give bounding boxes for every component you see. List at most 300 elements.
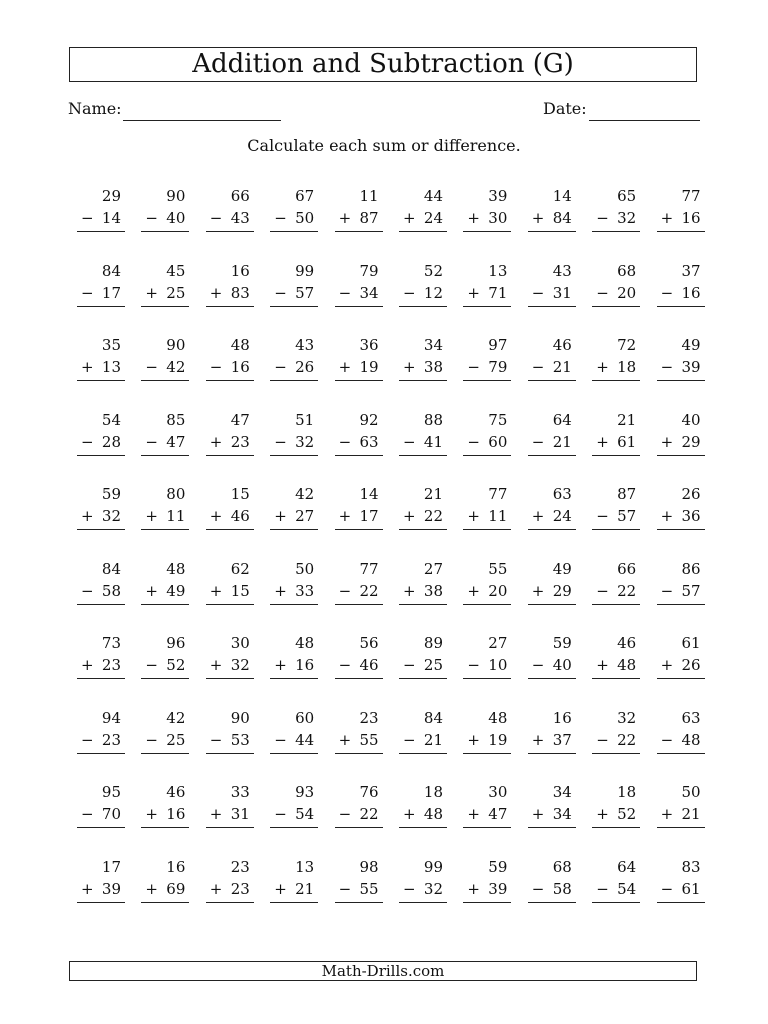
answer-line (657, 433, 705, 456)
answer-line (335, 358, 383, 381)
first-operand: 68 (617, 261, 637, 280)
second-operand: 42 (166, 358, 186, 376)
operator: + (467, 730, 480, 749)
first-operand: 96 (166, 634, 186, 652)
operator: − (660, 283, 674, 302)
answer-line (335, 507, 383, 530)
problem (270, 411, 318, 457)
problem (592, 336, 640, 382)
answer-line (528, 656, 576, 679)
second-operand: 53 (230, 730, 250, 749)
operator: + (274, 581, 287, 600)
problem (335, 560, 383, 606)
answer-line (528, 731, 576, 754)
second-operand: 84 (552, 209, 572, 227)
second-operand: 61 (617, 432, 637, 451)
second-operand: 52 (617, 805, 637, 823)
problem (399, 336, 447, 382)
operator: − (145, 730, 158, 749)
operator: + (338, 507, 352, 525)
second-operand: 32 (295, 432, 315, 451)
problem (592, 187, 640, 233)
problem (592, 783, 640, 829)
second-operand: 16 (295, 656, 315, 674)
problem (592, 262, 640, 308)
second-operand: 58 (101, 581, 121, 600)
second-operand: 32 (101, 507, 121, 525)
second-operand: 12 (423, 283, 443, 302)
problem (335, 485, 383, 531)
operator: − (338, 283, 352, 302)
first-operand: 49 (681, 336, 701, 354)
second-operand: 32 (230, 656, 250, 674)
first-operand: 26 (681, 485, 701, 503)
first-operand: 54 (101, 410, 121, 429)
first-operand: 51 (295, 410, 315, 429)
problem (463, 336, 511, 382)
first-operand: 63 (552, 485, 572, 503)
problem (657, 262, 705, 308)
first-operand: 30 (488, 783, 508, 801)
first-operand: 23 (359, 708, 379, 727)
first-operand: 84 (101, 261, 121, 280)
problem (141, 485, 189, 531)
operator: − (467, 656, 480, 674)
answer-line (592, 284, 640, 307)
first-operand: 48 (230, 336, 250, 354)
operator: + (338, 209, 352, 227)
first-operand: 67 (295, 187, 315, 205)
second-operand: 49 (166, 581, 186, 600)
second-operand: 52 (166, 656, 186, 674)
second-operand: 27 (295, 507, 315, 525)
first-operand: 90 (166, 336, 186, 354)
answer-line (463, 880, 511, 903)
problem (592, 560, 640, 606)
problem (592, 709, 640, 755)
problem (528, 485, 576, 531)
operator: − (81, 730, 94, 749)
first-operand: 32 (617, 708, 637, 727)
operator: − (145, 432, 158, 451)
first-operand: 75 (488, 410, 508, 429)
problem (528, 262, 576, 308)
problem (399, 187, 447, 233)
first-operand: 21 (617, 410, 637, 429)
operator: − (338, 805, 352, 823)
second-operand: 24 (552, 507, 572, 525)
operator: + (145, 879, 158, 898)
second-operand: 21 (552, 358, 572, 376)
second-operand: 20 (617, 283, 637, 302)
first-operand: 60 (295, 708, 315, 727)
operator: − (209, 358, 223, 376)
operator: + (660, 432, 674, 451)
operator: + (145, 581, 158, 600)
operator: − (660, 358, 674, 376)
problem (592, 411, 640, 457)
operator: − (338, 656, 352, 674)
answer-line (592, 433, 640, 456)
problem (141, 411, 189, 457)
answer-line (592, 582, 640, 605)
second-operand: 40 (552, 656, 572, 674)
problem (141, 336, 189, 382)
problem (270, 187, 318, 233)
problem (77, 336, 125, 382)
problem (463, 783, 511, 829)
operator: + (403, 581, 416, 600)
second-operand: 57 (681, 581, 701, 600)
operator: + (81, 656, 94, 674)
problem (528, 336, 576, 382)
second-operand: 23 (101, 730, 121, 749)
problem (463, 187, 511, 233)
problem (77, 783, 125, 829)
problem (528, 709, 576, 755)
answer-line (399, 582, 447, 605)
operator: − (274, 805, 287, 823)
answer-line (463, 507, 511, 530)
problem (141, 634, 189, 680)
problem (270, 262, 318, 308)
second-operand: 21 (552, 432, 572, 451)
answer-line (463, 209, 511, 232)
operator: + (660, 507, 674, 525)
answer-line (657, 582, 705, 605)
problem (141, 858, 189, 904)
second-operand: 70 (101, 805, 121, 823)
problem (657, 783, 705, 829)
second-operand: 20 (488, 581, 508, 600)
answer-line (657, 209, 705, 232)
second-operand: 22 (617, 730, 637, 749)
first-operand: 17 (101, 857, 121, 876)
second-operand: 37 (552, 730, 572, 749)
answer-line (77, 731, 125, 754)
answer-line (77, 284, 125, 307)
problem (463, 634, 511, 680)
operator: + (209, 805, 223, 823)
operator: − (596, 581, 609, 600)
operator: + (660, 805, 674, 823)
operator: + (274, 656, 287, 674)
answer-line (206, 358, 254, 381)
operator: − (81, 432, 94, 451)
problem (77, 187, 125, 233)
answer-line (270, 507, 318, 530)
first-operand: 93 (295, 783, 315, 801)
first-operand: 90 (230, 708, 250, 727)
operator: + (274, 507, 287, 525)
answer-line (528, 880, 576, 903)
second-operand: 48 (423, 805, 443, 823)
answer-line (399, 656, 447, 679)
problem (399, 634, 447, 680)
footer-site: Math-Drills.com (69, 961, 697, 981)
second-operand: 18 (617, 358, 637, 376)
name-line (123, 120, 281, 121)
operator: + (145, 507, 158, 525)
second-operand: 39 (488, 879, 508, 898)
answer-line (528, 209, 576, 232)
problem (528, 783, 576, 829)
operator: + (81, 358, 94, 376)
first-operand: 18 (617, 783, 637, 801)
answer-line (270, 880, 318, 903)
second-operand: 50 (295, 209, 315, 227)
second-operand: 83 (230, 283, 250, 302)
second-operand: 38 (423, 358, 443, 376)
operator: − (596, 730, 609, 749)
problem (657, 485, 705, 531)
first-operand: 18 (423, 783, 443, 801)
operator: + (467, 805, 480, 823)
first-operand: 59 (488, 857, 508, 876)
problem (399, 858, 447, 904)
operator: − (403, 283, 416, 302)
first-operand: 89 (423, 634, 443, 652)
answer-line (141, 582, 189, 605)
first-operand: 52 (423, 261, 443, 280)
first-operand: 83 (681, 857, 701, 876)
first-operand: 29 (101, 187, 121, 205)
second-operand: 40 (166, 209, 186, 227)
second-operand: 87 (359, 209, 379, 227)
operator: + (209, 507, 223, 525)
first-operand: 64 (552, 410, 572, 429)
first-operand: 21 (423, 485, 443, 503)
operator: − (274, 730, 287, 749)
answer-line (141, 656, 189, 679)
first-operand: 27 (488, 634, 508, 652)
operator: + (403, 507, 416, 525)
operator: − (81, 581, 94, 600)
answer-line (206, 284, 254, 307)
operator: + (145, 805, 158, 823)
operator: − (338, 432, 352, 451)
answer-line (77, 582, 125, 605)
second-operand: 47 (488, 805, 508, 823)
problem (206, 634, 254, 680)
problem (463, 485, 511, 531)
second-operand: 44 (295, 730, 315, 749)
answer-line (528, 507, 576, 530)
answer-line (592, 731, 640, 754)
operator: − (403, 656, 416, 674)
answer-line (657, 731, 705, 754)
operator: − (274, 283, 287, 302)
answer-line (141, 358, 189, 381)
problem (77, 485, 125, 531)
first-operand: 77 (359, 559, 379, 578)
first-operand: 77 (681, 187, 701, 205)
problem (77, 709, 125, 755)
answer-line (463, 805, 511, 828)
first-operand: 61 (681, 634, 701, 652)
operator: − (274, 209, 287, 227)
operator: + (338, 730, 352, 749)
operator: + (81, 879, 94, 898)
operator: + (209, 879, 223, 898)
operator: − (660, 879, 674, 898)
operator: − (403, 730, 416, 749)
second-operand: 25 (166, 283, 186, 302)
first-operand: 50 (681, 783, 701, 801)
operator: + (81, 507, 94, 525)
first-operand: 44 (423, 187, 443, 205)
first-operand: 87 (617, 485, 637, 503)
second-operand: 57 (295, 283, 315, 302)
answer-line (77, 805, 125, 828)
second-operand: 38 (423, 581, 443, 600)
problem (141, 187, 189, 233)
first-operand: 42 (295, 485, 315, 503)
second-operand: 22 (359, 805, 379, 823)
problem (399, 411, 447, 457)
second-operand: 22 (423, 507, 443, 525)
second-operand: 71 (488, 283, 508, 302)
first-operand: 94 (101, 708, 121, 727)
first-operand: 77 (488, 485, 508, 503)
answer-line (270, 805, 318, 828)
answer-line (141, 284, 189, 307)
problem (592, 858, 640, 904)
answer-line (206, 805, 254, 828)
answer-line (270, 284, 318, 307)
operator: − (274, 432, 287, 451)
second-operand: 31 (230, 805, 250, 823)
first-operand: 48 (488, 708, 508, 727)
answer-line (77, 209, 125, 232)
operator: − (81, 209, 94, 227)
second-operand: 36 (681, 507, 701, 525)
second-operand: 33 (295, 581, 315, 600)
answer-line (399, 507, 447, 530)
answer-line (335, 433, 383, 456)
second-operand: 54 (295, 805, 315, 823)
second-operand: 43 (230, 209, 250, 227)
problem (335, 858, 383, 904)
problem (592, 485, 640, 531)
first-operand: 85 (166, 410, 186, 429)
first-operand: 15 (230, 485, 250, 503)
date-line (589, 120, 700, 121)
problem (399, 485, 447, 531)
problem (335, 709, 383, 755)
operator: + (209, 283, 223, 302)
problem (399, 560, 447, 606)
operator: − (338, 581, 352, 600)
problem (399, 262, 447, 308)
operator: + (596, 805, 609, 823)
first-operand: 88 (423, 410, 443, 429)
first-operand: 33 (230, 783, 250, 801)
problem (657, 858, 705, 904)
second-operand: 55 (359, 730, 379, 749)
problem (399, 783, 447, 829)
first-operand: 84 (423, 708, 443, 727)
answer-line (592, 656, 640, 679)
answer-line (206, 209, 254, 232)
answer-line (77, 656, 125, 679)
problem (206, 560, 254, 606)
second-operand: 16 (166, 805, 186, 823)
first-operand: 49 (552, 559, 572, 578)
second-operand: 17 (101, 283, 121, 302)
first-operand: 27 (423, 559, 443, 578)
operator: − (660, 730, 674, 749)
answer-line (206, 656, 254, 679)
answer-line (463, 433, 511, 456)
problem (657, 187, 705, 233)
problem (657, 709, 705, 755)
second-operand: 23 (230, 879, 250, 898)
first-operand: 65 (617, 187, 637, 205)
operator: − (467, 432, 480, 451)
answer-line (206, 880, 254, 903)
first-operand: 48 (166, 559, 186, 578)
answer-line (657, 507, 705, 530)
operator: − (145, 209, 158, 227)
operator: − (531, 283, 545, 302)
problem (77, 411, 125, 457)
first-operand: 16 (166, 857, 186, 876)
first-operand: 43 (295, 336, 315, 354)
first-operand: 34 (423, 336, 443, 354)
answer-line (141, 433, 189, 456)
second-operand: 58 (552, 879, 572, 898)
answer-line (657, 656, 705, 679)
answer-line (335, 209, 383, 232)
answer-line (592, 507, 640, 530)
second-operand: 32 (423, 879, 443, 898)
answer-line (77, 433, 125, 456)
second-operand: 32 (617, 209, 637, 227)
problem (206, 336, 254, 382)
operator: + (274, 879, 287, 898)
operator: − (81, 805, 94, 823)
first-operand: 80 (166, 485, 186, 503)
problem (335, 411, 383, 457)
answer-line (657, 805, 705, 828)
instructions: Calculate each sum or difference. (247, 136, 521, 155)
first-operand: 40 (681, 410, 701, 429)
operator: + (531, 507, 545, 525)
answer-line (528, 433, 576, 456)
answer-line (77, 358, 125, 381)
problem (77, 262, 125, 308)
operator: + (596, 358, 609, 376)
problem (270, 634, 318, 680)
second-operand: 61 (681, 879, 701, 898)
problem (463, 262, 511, 308)
operator: − (531, 358, 545, 376)
operator: − (338, 879, 352, 898)
problem (463, 858, 511, 904)
second-operand: 34 (359, 283, 379, 302)
second-operand: 22 (359, 581, 379, 600)
first-operand: 13 (295, 857, 315, 876)
answer-line (592, 805, 640, 828)
first-operand: 95 (101, 783, 121, 801)
second-operand: 14 (101, 209, 121, 227)
first-operand: 46 (552, 336, 572, 354)
problem (335, 187, 383, 233)
problem (463, 709, 511, 755)
second-operand: 46 (359, 656, 379, 674)
second-operand: 30 (488, 209, 508, 227)
